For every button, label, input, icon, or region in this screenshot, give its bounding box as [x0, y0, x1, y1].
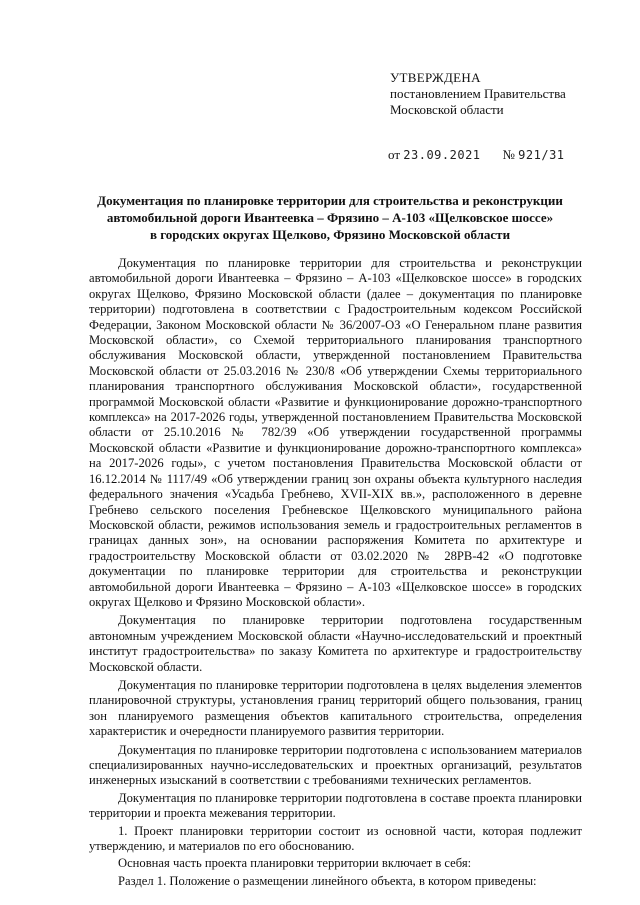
decree-date: 23.09.2021	[403, 148, 481, 162]
paragraph-project-structure: 1. Проект планировки территории состоит из основной части, которая подлежит утверждению, и материалов по его обоснованию.	[89, 823, 582, 854]
paragraph-prepared-by: Документация по планировке территории подготовлена государственным автономным учреждением Московской области «Научно-исследовательский и проектный институт градостроительства» по заказу Комитета по архитектуре и градостроительству Московской области.	[89, 613, 582, 674]
title-line-3: в городских округах Щелково, Фрязино Московской области	[149, 227, 511, 242]
paragraph-main-part: Основная часть проекта планировки территории включает в себя:	[118, 856, 472, 871]
document-body	[89, 256, 582, 891]
decree-date-prefix: от	[388, 147, 401, 162]
title-line-2: автомобильной дороги Ивантеевка – Фрязино – А-103 «Щелковское шоссе»	[106, 210, 554, 225]
decree-number-prefix: №	[502, 147, 515, 162]
paragraph-purpose: Документация по планировке территории подготовлена в целях выделения элементов планировочной структуры, установления границ территорий общего пользования, границ зон планируемого размещения объектов капитального строительства, определения характеристик и очередности планируемого развития территории.	[89, 677, 582, 739]
decree-number: 921/31	[518, 148, 565, 162]
approval-block	[390, 70, 566, 118]
title-line-1: Документация по планировке территории для строительства и реконструкции	[97, 193, 563, 208]
paragraph-composition: Документация по планировке территории подготовлена в составе проекта планировки территории и проекта межевания территории.	[89, 790, 582, 821]
approval-line-1: постановлением Правительства	[390, 86, 566, 101]
approval-stamp: УТВЕРЖДЕНА	[390, 70, 481, 85]
paragraph-section-1: Раздел 1. Положение о размещении линейного объекта, в котором приведены:	[118, 873, 537, 888]
paragraph-materials: Документация по планировке территории подготовлена с использованием материалов специализированных научно-исследовательских и проектных организаций, результатов инженерных изысканий в соответствии с требованиями технических регламентов.	[89, 742, 582, 788]
decree-line	[388, 147, 565, 163]
approval-line-2: Московской области	[390, 102, 504, 117]
document-title	[80, 192, 580, 243]
paragraph-basis: Документация по планировке территории для строительства и реконструкции автомобильной дороги Ивантеевка – Фрязино – А-103 «Щелковское шоссе» в городских округах Щелково, Фрязино Московской области (далее – документация по планировке территории) подготовлена в соответствии с Градостроительным кодексом Российской Федерации, Законом Московской области № 36/2007-ОЗ «О Генеральном плане развития Московской области», со Схемой территориального планирования транспортного обслуживания Московской области, утвержденной постановлением Правительства Московской области от 25.03.2016 № 230/8 «Об утверждении Схемы территориального планирования транспортного обслуживания Московской области», государственной программой Московской области «Развитие и функционирование дорожно-транспортного комплекса» на 2017-2026 годы, утвержденной постановлением Правительства Московской области от 25.10.2016 № 782/39 «Об утверждении государственной программы Московской области «Развитие и функционирование дорожно-транспортного комплекса» на 2017-2026 годы», с учетом постановления Правительства Московской области от 16.12.2014 № 1117/49 «Об утверждении границ зон охраны объекта культурного наследия федерального значения «Усадьба Гребнево, XVII-XIX вв.», расположенного в деревне Гребнево сельского поселения Гребневское Щелковского муниципального района Московской области, режимов использования земель и градостроительных регламентов в границах данных зон», на основании распоряжения Комитета по архитектуре и градостроительству Московской области от 03.02.2020 № 28РВ-42 «О подготовке документации по планировке территории для строительства и реконструкции автомобильной дороги Ивантеевка – Фрязино – А-103 «Щелковское шоссе» в городских округах Щелково и Фрязино Московской области».	[89, 256, 582, 609]
